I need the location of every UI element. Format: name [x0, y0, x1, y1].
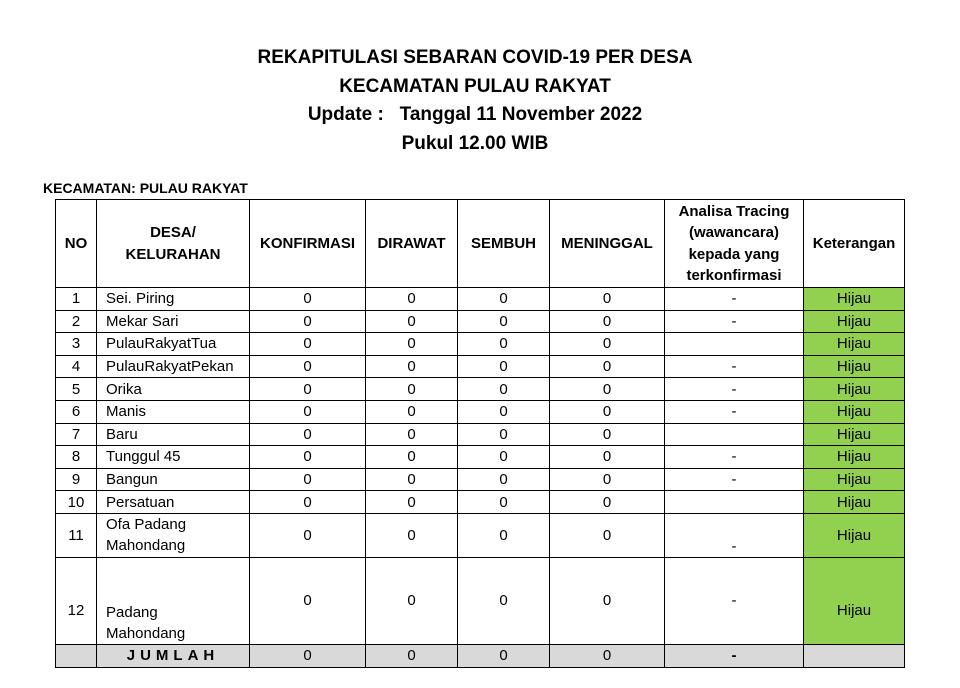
cell-desa: Tunggul 45 — [97, 446, 250, 469]
cell-no: 2 — [56, 310, 97, 333]
cell-analisa: - — [665, 446, 804, 469]
cell-sembuh: 0 — [458, 355, 550, 378]
cell-dirawat: 0 — [366, 513, 458, 557]
cell-no: 7 — [56, 423, 97, 446]
cell-keterangan: Hijau — [804, 423, 905, 446]
cell-desa-line2: Mahondang — [106, 624, 186, 642]
cell-analisa — [665, 333, 804, 356]
col-desa-line2: KELURAHAN — [125, 245, 221, 263]
cell-desa-line2: Mahondang — [106, 537, 186, 555]
update-line: Update : Tanggal 11 November 2022 — [307, 104, 643, 125]
cell-total-analisa: - — [665, 644, 804, 667]
title-line-1: REKAPITULASI SEBARAN COVID-19 PER DESA — [257, 47, 693, 68]
table-row — [56, 310, 905, 333]
cell-keterangan: Hijau — [804, 378, 905, 401]
col-dirawat: DIRAWAT — [366, 200, 458, 288]
table-row — [56, 513, 905, 557]
cell-konfirmasi: 0 — [250, 378, 366, 401]
document-header — [0, 44, 950, 158]
cell-meninggal: 0 — [550, 400, 665, 423]
kecamatan-label: KECAMATAN: PULAU RAKYAT — [43, 180, 248, 196]
cell-total-sembuh: 0 — [458, 644, 550, 667]
cell-keterangan: Hijau — [804, 400, 905, 423]
col-analisa-line1: Analisa Tracing — [678, 202, 790, 220]
col-analisa-line2: (wawancara) — [688, 224, 780, 241]
cell-desa: Sei. Piring — [97, 288, 250, 311]
cell-total-dirawat: 0 — [366, 644, 458, 667]
col-desa-line1: DESA/ — [150, 224, 196, 241]
table-row — [56, 400, 905, 423]
cell-sembuh: 0 — [458, 468, 550, 491]
cell-meninggal: 0 — [550, 557, 665, 644]
cell-keterangan: Hijau — [804, 513, 905, 557]
cell-sembuh: 0 — [458, 333, 550, 356]
total-row — [56, 644, 905, 667]
cell-meninggal: 0 — [550, 513, 665, 557]
cell-sembuh: 0 — [458, 310, 550, 333]
table-row — [56, 288, 905, 311]
cell-sembuh: 0 — [458, 513, 550, 557]
col-meninggal: MENINGGAL — [550, 200, 665, 288]
cell-dirawat: 0 — [366, 400, 458, 423]
cell-meninggal: 0 — [550, 423, 665, 446]
cell-analisa: - — [665, 468, 804, 491]
cell-desa — [97, 557, 250, 644]
cell-analisa: - — [665, 557, 804, 644]
cell-sembuh: 0 — [458, 557, 550, 644]
cell-no: 8 — [56, 446, 97, 469]
cell-analisa — [665, 423, 804, 446]
cell-keterangan: Hijau — [804, 491, 905, 514]
cell-desa: Orika — [97, 378, 250, 401]
cell-konfirmasi: 0 — [250, 423, 366, 446]
cell-keterangan: Hijau — [804, 355, 905, 378]
cell-konfirmasi: 0 — [250, 333, 366, 356]
cell-meninggal: 0 — [550, 446, 665, 469]
col-sembuh: SEMBUH — [458, 200, 550, 288]
cell-no: 11 — [56, 513, 97, 557]
cell-total-keterangan — [804, 644, 905, 667]
cell-sembuh: 0 — [458, 446, 550, 469]
cell-no: 12 — [56, 557, 97, 644]
cell-meninggal: 0 — [550, 491, 665, 514]
cell-desa: Mekar Sari — [97, 310, 250, 333]
cell-konfirmasi: 0 — [250, 513, 366, 557]
cell-total-konfirmasi: 0 — [250, 644, 366, 667]
cell-no: 4 — [56, 355, 97, 378]
cell-desa — [97, 513, 250, 557]
table-row — [56, 378, 905, 401]
cell-no: 1 — [56, 288, 97, 311]
cell-dirawat: 0 — [366, 491, 458, 514]
table-row — [56, 557, 905, 644]
cell-no: 6 — [56, 400, 97, 423]
cell-dirawat: 0 — [366, 310, 458, 333]
cell-dirawat: 0 — [366, 333, 458, 356]
cell-analisa — [665, 491, 804, 514]
table-row — [56, 446, 905, 469]
col-no: NO — [56, 200, 97, 288]
cell-konfirmasi: 0 — [250, 446, 366, 469]
cell-dirawat: 0 — [366, 378, 458, 401]
cell-desa: Persatuan — [97, 491, 250, 514]
col-analisa-line4: terkonfirmasi — [686, 267, 782, 284]
table-row — [56, 333, 905, 356]
cell-keterangan: Hijau — [804, 557, 905, 644]
rekap-table — [55, 199, 905, 668]
cell-total-meninggal: 0 — [550, 644, 665, 667]
cell-meninggal: 0 — [550, 378, 665, 401]
cell-analisa: - — [665, 400, 804, 423]
cell-konfirmasi: 0 — [250, 310, 366, 333]
cell-desa-line1: Padang — [106, 603, 158, 621]
cell-sembuh: 0 — [458, 491, 550, 514]
cell-meninggal: 0 — [550, 333, 665, 356]
table-row — [56, 355, 905, 378]
cell-konfirmasi: 0 — [250, 557, 366, 644]
cell-total-label: JUMLAH — [97, 644, 250, 667]
cell-sembuh: 0 — [458, 400, 550, 423]
cell-sembuh: 0 — [458, 378, 550, 401]
cell-desa: Baru — [97, 423, 250, 446]
cell-konfirmasi: 0 — [250, 491, 366, 514]
title-line-2: KECAMATAN PULAU RAKYAT — [339, 75, 611, 97]
col-keterangan: Keterangan — [804, 200, 905, 288]
cell-dirawat: 0 — [366, 288, 458, 311]
cell-no: 5 — [56, 378, 97, 401]
col-desa — [97, 200, 250, 288]
cell-meninggal: 0 — [550, 288, 665, 311]
cell-dirawat: 0 — [366, 423, 458, 446]
cell-analisa: - — [665, 288, 804, 311]
time-line: Pukul 12.00 WIB — [401, 132, 549, 154]
col-analisa — [665, 200, 804, 288]
cell-no: 9 — [56, 468, 97, 491]
cell-desa: PulauRakyatPekan — [97, 355, 250, 378]
cell-konfirmasi: 0 — [250, 400, 366, 423]
cell-analisa: - — [665, 513, 804, 557]
cell-dirawat: 0 — [366, 355, 458, 378]
cell-meninggal: 0 — [550, 310, 665, 333]
cell-sembuh: 0 — [458, 288, 550, 311]
cell-analisa: - — [665, 355, 804, 378]
col-analisa-line3: kepada yang — [688, 245, 780, 263]
cell-keterangan: Hijau — [804, 288, 905, 311]
table-row — [56, 423, 905, 446]
cell-total-no — [56, 644, 97, 667]
cell-konfirmasi: 0 — [250, 355, 366, 378]
cell-sembuh: 0 — [458, 423, 550, 446]
header-row — [56, 200, 905, 288]
cell-desa: PulauRakyatTua — [97, 333, 250, 356]
cell-meninggal: 0 — [550, 355, 665, 378]
cell-konfirmasi: 0 — [250, 468, 366, 491]
cell-no: 10 — [56, 491, 97, 514]
cell-keterangan: Hijau — [804, 446, 905, 469]
cell-keterangan: Hijau — [804, 333, 905, 356]
cell-analisa: - — [665, 310, 804, 333]
cell-dirawat: 0 — [366, 446, 458, 469]
cell-meninggal: 0 — [550, 468, 665, 491]
cell-desa-line1: Ofa Padang — [106, 516, 187, 534]
table-row — [56, 491, 905, 514]
table-row — [56, 468, 905, 491]
cell-dirawat: 0 — [366, 557, 458, 644]
cell-desa: Bangun — [97, 468, 250, 491]
cell-keterangan: Hijau — [804, 310, 905, 333]
cell-konfirmasi: 0 — [250, 288, 366, 311]
col-konfirmasi: KONFIRMASI — [250, 200, 366, 288]
cell-analisa: - — [665, 378, 804, 401]
cell-no: 3 — [56, 333, 97, 356]
cell-desa: Manis — [97, 400, 250, 423]
cell-keterangan: Hijau — [804, 468, 905, 491]
cell-dirawat: 0 — [366, 468, 458, 491]
